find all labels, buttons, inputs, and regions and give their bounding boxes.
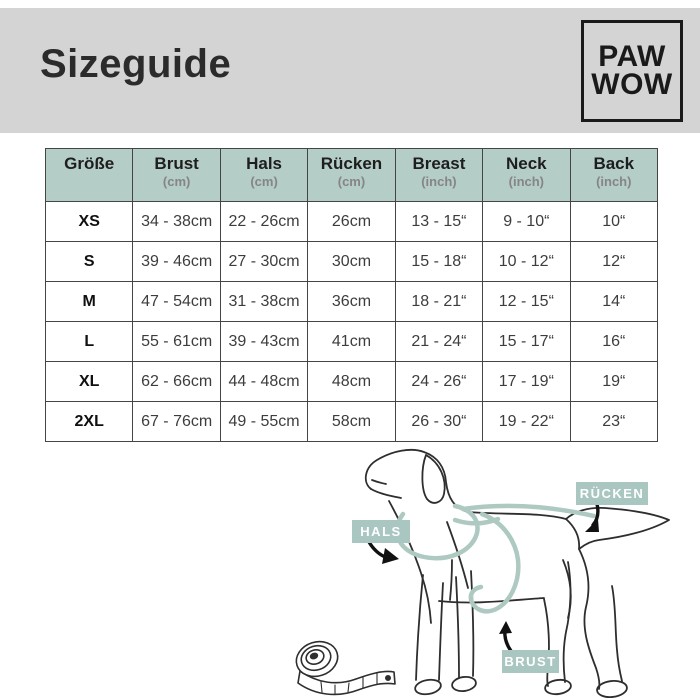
brand-logo-line1: PAW (598, 39, 666, 73)
cell-ruecken: 30cm (308, 242, 395, 282)
column-header-brust: Brust (cm) (133, 149, 220, 202)
cell-back: 19“ (570, 362, 657, 402)
cell-back: 14“ (570, 282, 657, 322)
size-cell: M (46, 282, 133, 322)
brand-logo (581, 20, 683, 122)
cell-brust: 62 - 66cm (133, 362, 220, 402)
cell-ruecken: 26cm (308, 202, 395, 242)
cell-neck: 10 - 12“ (483, 242, 570, 282)
size-cell: 2XL (46, 402, 133, 442)
column-header-ruecken: Rücken (cm) (308, 149, 395, 202)
cell-brust: 55 - 61cm (133, 322, 220, 362)
cell-brust: 39 - 46cm (133, 242, 220, 282)
column-header-hals: Hals (cm) (220, 149, 307, 202)
cell-neck: 17 - 19“ (483, 362, 570, 402)
cell-hals: 27 - 30cm (220, 242, 307, 282)
size-cell: L (46, 322, 133, 362)
cell-back: 23“ (570, 402, 657, 442)
cell-brust: 47 - 54cm (133, 282, 220, 322)
cell-neck: 19 - 22“ (483, 402, 570, 442)
column-header-breast: Breast (inch) (395, 149, 482, 202)
table-header-row (46, 149, 658, 202)
table-row-s (46, 242, 658, 282)
cell-hals: 49 - 55cm (220, 402, 307, 442)
page-title: Sizeguide (40, 42, 232, 86)
cell-back: 10“ (570, 202, 657, 242)
brand-logo-line2: WOW (591, 68, 673, 101)
cell-neck: 15 - 17“ (483, 322, 570, 362)
cell-neck: 9 - 10“ (483, 202, 570, 242)
table-row-xs (46, 202, 658, 242)
cell-breast: 24 - 26“ (395, 362, 482, 402)
cell-breast: 21 - 24“ (395, 322, 482, 362)
cell-hals: 31 - 38cm (220, 282, 307, 322)
neck-label: HALS (352, 520, 410, 543)
cell-ruecken: 58cm (308, 402, 395, 442)
cell-ruecken: 48cm (308, 362, 395, 402)
cell-breast: 26 - 30“ (395, 402, 482, 442)
size-table (45, 148, 658, 442)
cell-ruecken: 36cm (308, 282, 395, 322)
column-header-groesse: Größe (46, 149, 133, 202)
cell-neck: 12 - 15“ (483, 282, 570, 322)
cell-back: 12“ (570, 242, 657, 282)
cell-ruecken: 41cm (308, 322, 395, 362)
cell-hals: 44 - 48cm (220, 362, 307, 402)
cell-hals: 22 - 26cm (220, 202, 307, 242)
size-cell: XS (46, 202, 133, 242)
size-cell: S (46, 242, 133, 282)
chest-label: BRUST (502, 650, 559, 673)
measuring-tape-icon (292, 636, 395, 694)
column-header-neck: Neck (inch) (483, 149, 570, 202)
column-header-back: Back (inch) (570, 149, 657, 202)
dog-measure-diagram (270, 435, 700, 700)
cell-breast: 18 - 21“ (395, 282, 482, 322)
cell-breast: 15 - 18“ (395, 242, 482, 282)
cell-back: 16“ (570, 322, 657, 362)
back-label: RÜCKEN (576, 482, 648, 505)
cell-brust: 34 - 38cm (133, 202, 220, 242)
size-cell: XL (46, 362, 133, 402)
table-row-m (46, 282, 658, 322)
cell-hals: 39 - 43cm (220, 322, 307, 362)
table-row-l (46, 322, 658, 362)
table-row-xl (46, 362, 658, 402)
cell-breast: 13 - 15“ (395, 202, 482, 242)
brust-arrow-icon (499, 621, 512, 651)
cell-brust: 67 - 76cm (133, 402, 220, 442)
